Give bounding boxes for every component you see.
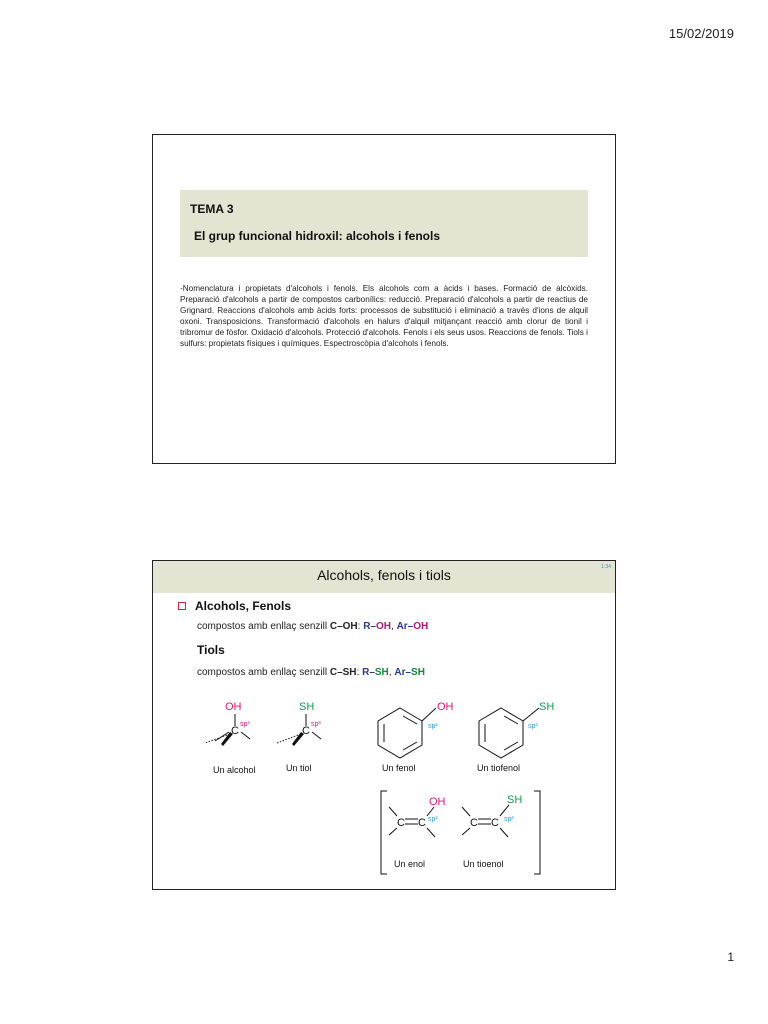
oh-group: OH bbox=[376, 621, 391, 632]
label-un-enol: Un enol bbox=[394, 859, 426, 869]
tiofenol-hybridization-label: sp² bbox=[528, 723, 538, 730]
page-date: 15/02/2019 bbox=[668, 26, 734, 41]
label-un-alcohol: Un alcohol bbox=[213, 765, 256, 775]
tioenol-carbon-2: C bbox=[491, 817, 499, 829]
slide-title-box bbox=[180, 190, 588, 257]
tiol-sh-label: SH bbox=[299, 701, 315, 713]
sh-group-aryl: SH bbox=[411, 667, 425, 678]
oh-group-aryl: OH bbox=[413, 621, 429, 632]
comma: , bbox=[391, 621, 394, 632]
definition-prefix: compostos amb enllaç senzill bbox=[197, 667, 330, 678]
slide-number: 1:34 bbox=[601, 564, 611, 570]
page-number: 1 bbox=[727, 950, 734, 964]
enol-hybridization-label: sp² bbox=[428, 816, 438, 823]
tioenol-hybridization-label: sp² bbox=[504, 816, 514, 823]
label-un-fenol: Un fenol bbox=[382, 763, 416, 773]
section-alcohols-fenols: Alcohols, Fenols bbox=[195, 599, 292, 613]
fenol-hybridization-label: sp² bbox=[428, 723, 438, 730]
syllabus-text: -Nomenclatura i propietats d'alcohols i fenols. Els alcohols com a àcids i bases. Formació de alcòxids. Preparació d'alcohols a partir de compostos carbonílics: reducció. Preparació d'alcohols a partir de reactius de Grignard. Reaccions d'alcohols amb àcids forts: processos de substitució i eliminació a través d'ions de alquil oxoni. Transposicions. Transformació d'alcohols en halurs d'alquil mitjançant reacció amb clorur de tionil i tribromur de fòsfor. Oxidació d'alcohols. Protecció d'alcohols. Fenols i els seus usos. Reaccions de fenols. Tiols i sulfurs: propietats físiques i químiques. Espectroscòpia d'alcohols i fenols. bbox=[180, 284, 588, 348]
tioenol-carbon-1: C bbox=[470, 817, 478, 829]
enol-carbon-2: C bbox=[418, 817, 426, 829]
bond-c-sh: C–SH bbox=[329, 667, 357, 678]
slide-alcohols-fenols-tiols bbox=[152, 560, 616, 890]
tema-label: TEMA 3 bbox=[190, 202, 234, 216]
label-un-tiofenol: Un tiofenol bbox=[477, 763, 521, 773]
definition-prefix: compostos amb enllaç senzill bbox=[197, 621, 330, 632]
tioenol-sh-label: SH bbox=[507, 794, 523, 806]
tiol-carbon-label: C bbox=[302, 725, 310, 737]
alcohol-oh-label: OH bbox=[225, 701, 242, 713]
r-group: R– bbox=[362, 667, 375, 678]
slide-title: Alcohols, fenols i tiols bbox=[317, 567, 451, 583]
label-un-tiol: Un tiol bbox=[286, 763, 312, 773]
structures-diagram bbox=[153, 561, 615, 889]
alcohol-carbon-label: C bbox=[231, 725, 239, 737]
label-un-tioenol: Un tioenol bbox=[463, 859, 504, 869]
sh-group: SH bbox=[374, 667, 389, 678]
section-tiols: Tiols bbox=[197, 643, 225, 657]
tiofenol-sh-label: SH bbox=[539, 701, 555, 713]
tiol-hybridization-label: sp³ bbox=[311, 721, 321, 728]
enol-carbon-1: C bbox=[397, 817, 405, 829]
tema-subtitle: El grup funcional hidroxil: alcohols i fenols bbox=[194, 229, 441, 243]
slide-tema-3 bbox=[152, 134, 616, 464]
fenol-oh-label: OH bbox=[437, 701, 454, 713]
separator: : bbox=[356, 667, 363, 678]
separator: : bbox=[357, 621, 364, 632]
ar-group: Ar– bbox=[396, 621, 414, 632]
r-group: R– bbox=[363, 621, 376, 632]
alcohol-hybridization-label: sp³ bbox=[240, 721, 250, 728]
ar-group: Ar– bbox=[394, 667, 412, 678]
enol-oh-label: OH bbox=[429, 796, 446, 808]
bond-c-oh: C–OH bbox=[329, 621, 358, 632]
comma: , bbox=[388, 667, 392, 678]
